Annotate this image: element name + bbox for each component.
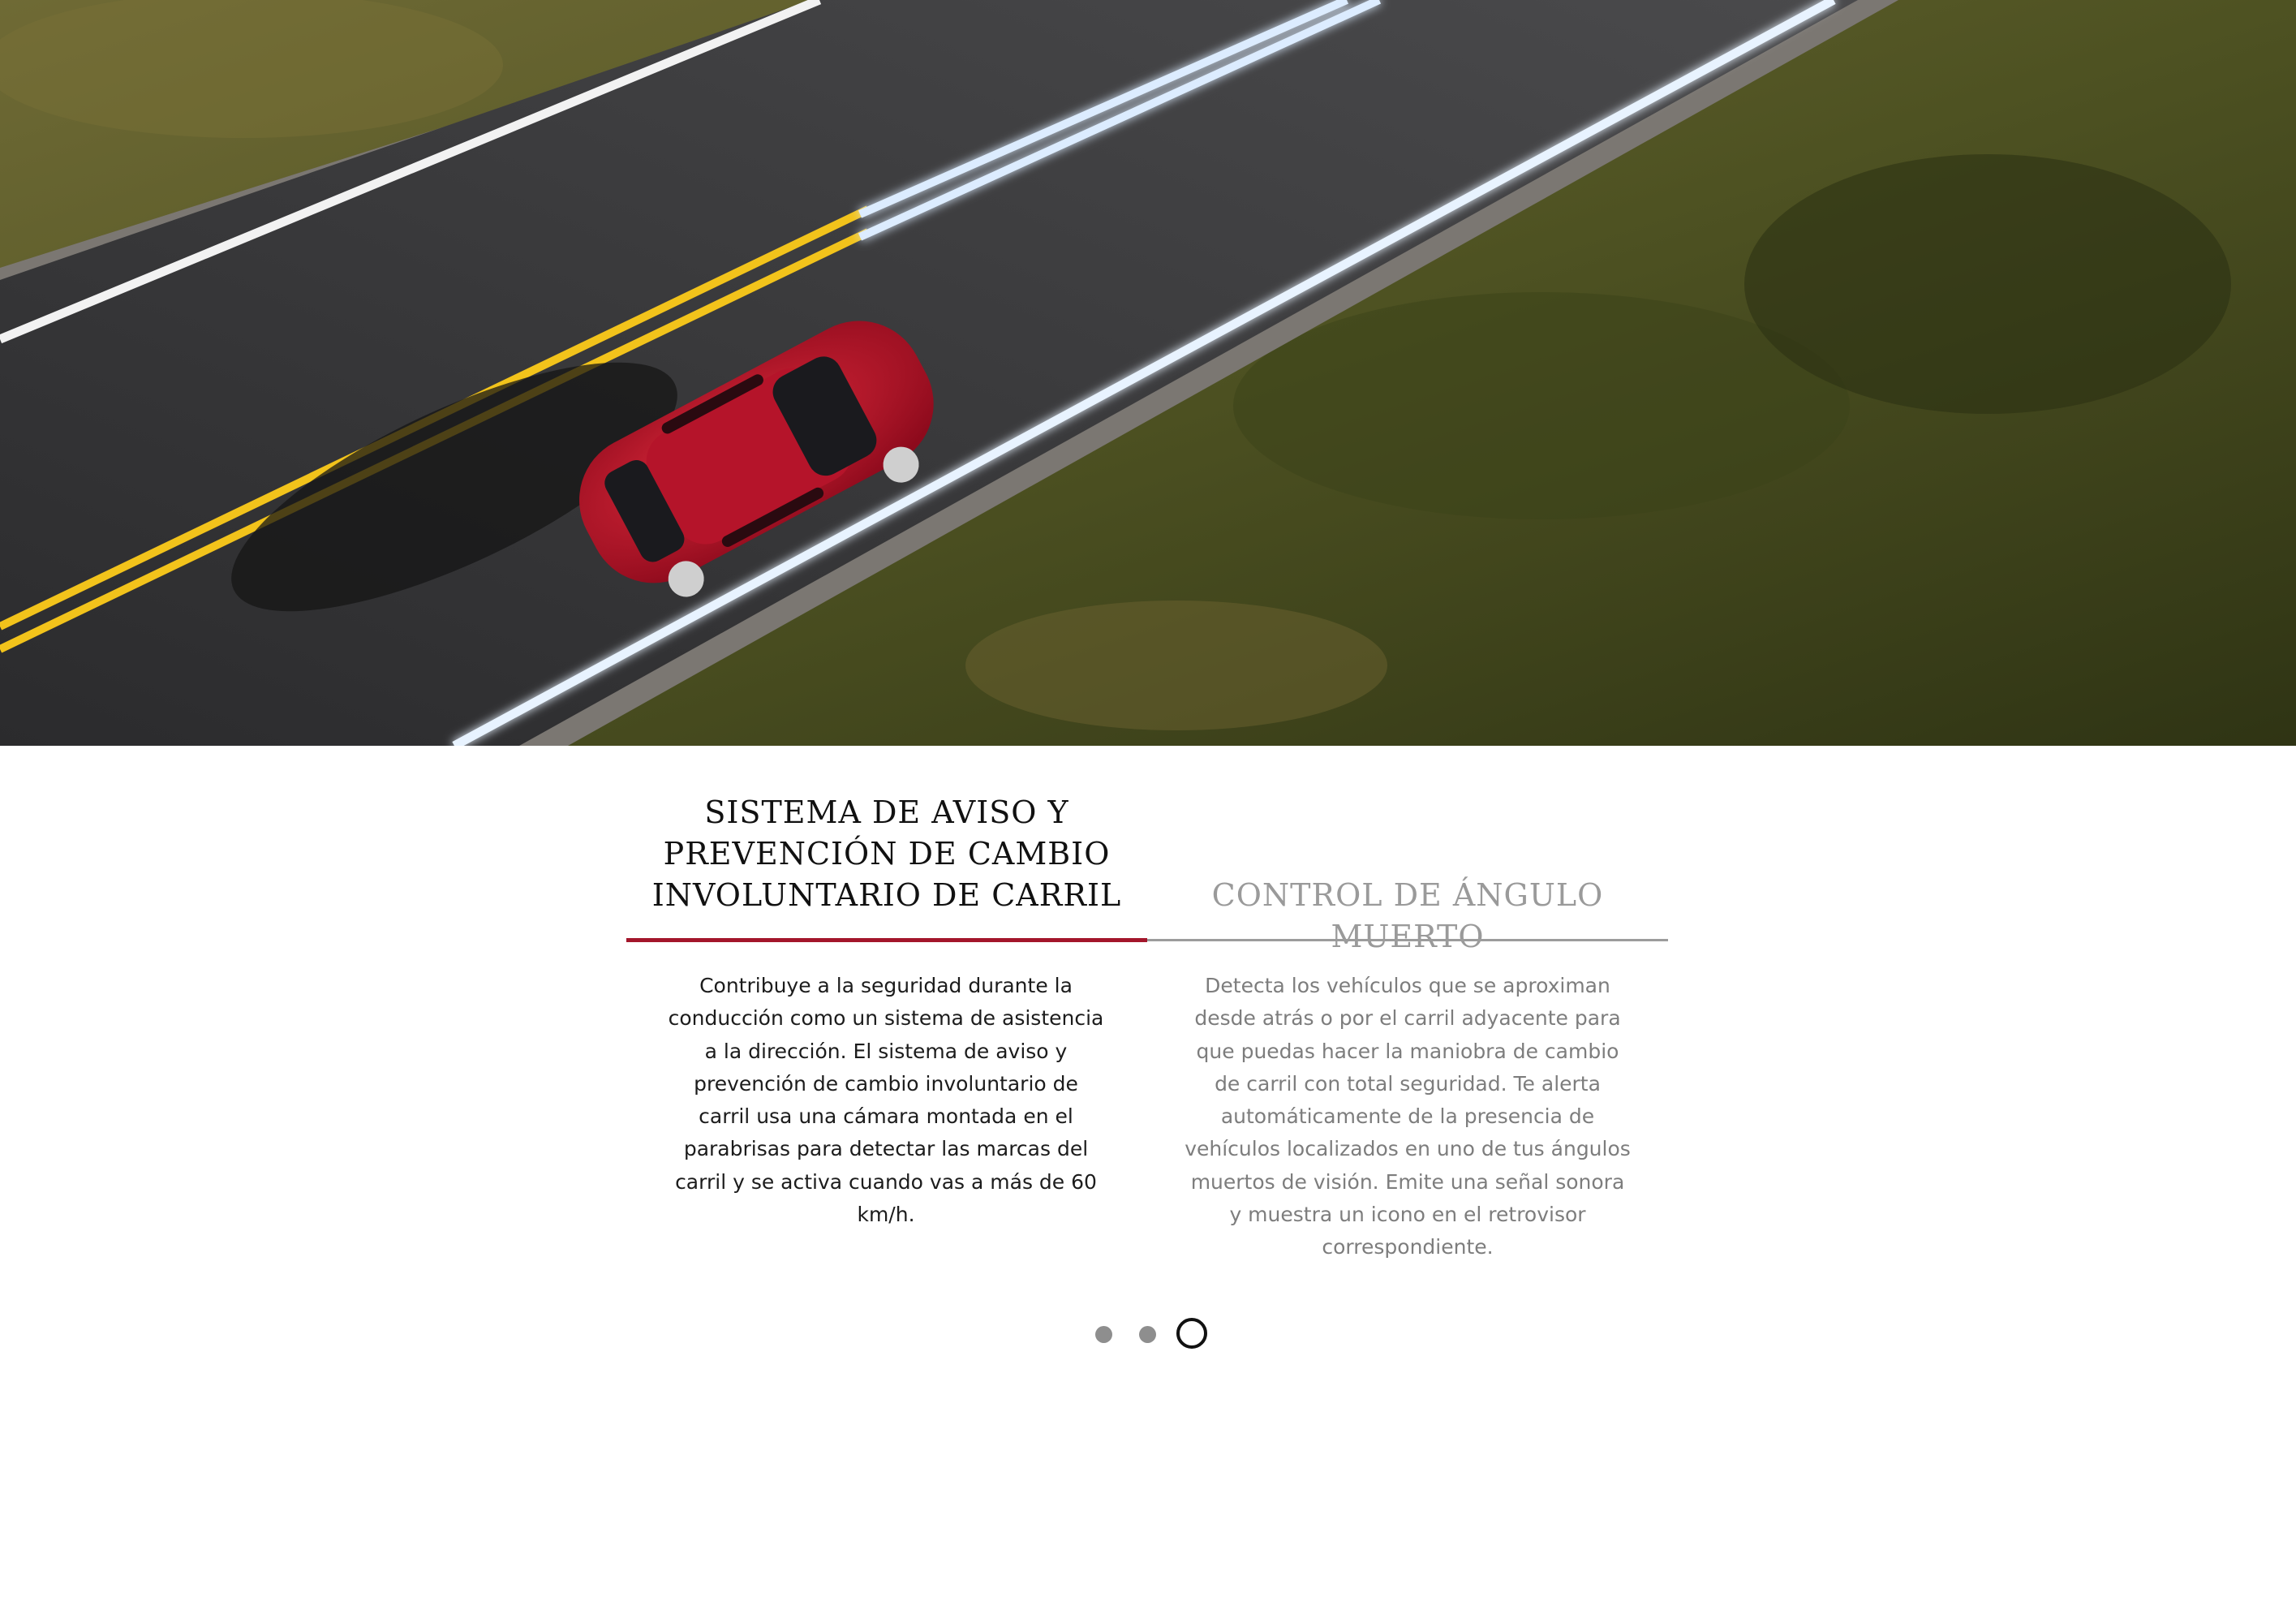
pagination-dot-3-active[interactable] bbox=[1176, 1318, 1207, 1349]
inactive-tab-indicator bbox=[1147, 939, 1668, 941]
tab-title: SISTEMA DE AVISO Y PREVENCIÓN DE CAMBIO INVOLUNTARIO DE CARRIL bbox=[651, 794, 1122, 913]
carousel-pagination bbox=[1087, 1318, 1217, 1350]
active-tab-indicator bbox=[626, 938, 1147, 942]
pagination-dot-2[interactable] bbox=[1139, 1326, 1156, 1343]
tab-lane-departure[interactable] bbox=[626, 792, 1147, 916]
tab-blind-spot[interactable] bbox=[1147, 875, 1668, 958]
tab-description: Contribuye a la seguridad durante la conducción como un sistema de asistencia a la dirección. El sistema de aviso y prevención de cambio involuntario de carril usa una cámara montada en el parabrisas para detectar las marcas del carril y se activa cuando vas a más de 60 km/h. bbox=[668, 974, 1104, 1227]
tab-title: CONTROL DE ÁNGULO MUERTO bbox=[1211, 877, 1604, 954]
tab-description: Detecta los vehículos que se aproximan desde atrás o por el carril adyacente para que puedas hacer la maniobra de cambio de carril con total seguridad. Te alerta automáticamente de la presencia de vehículos localizados en uno de tus ángulos muertos de visión. Emite una señal sonora y muestra un icono en el retrovisor correspondiente. bbox=[1185, 974, 1631, 1259]
pagination-dot-1[interactable] bbox=[1095, 1326, 1112, 1343]
hero-image bbox=[0, 0, 2296, 746]
feature-panel bbox=[0, 746, 2296, 1623]
